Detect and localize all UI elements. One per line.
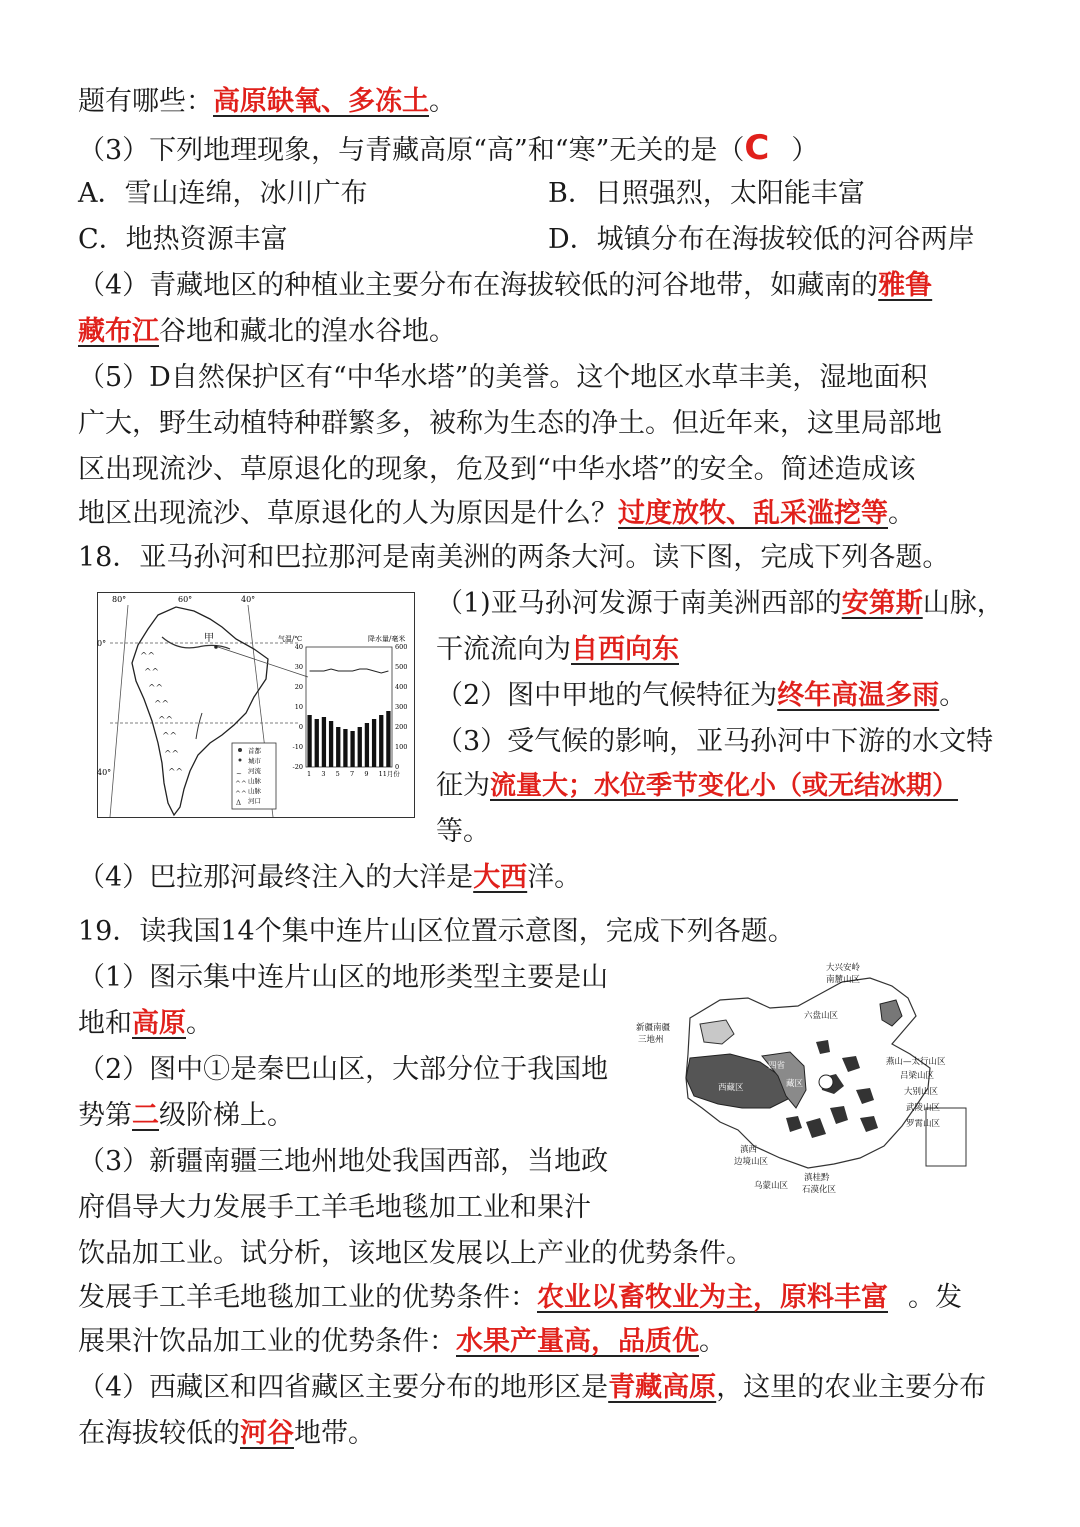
text: 势第 <box>78 1100 132 1131</box>
map-label: 乌蒙山区 <box>754 1181 789 1191</box>
answer: 终年高温多雨 <box>777 680 940 711</box>
map-label: 吕梁山区 <box>900 1071 935 1081</box>
left-tick-label: 30 <box>294 663 303 671</box>
q19-3-line-1: （3）新疆南疆三地州地处我国西部，当地政 <box>78 1146 609 1177</box>
svg-text:^^: ^^ <box>162 732 178 742</box>
svg-text:Δ: Δ <box>236 799 242 807</box>
answer: 自西向东 <box>571 634 679 665</box>
legend-item: 山脉 <box>248 787 261 795</box>
answer: 二 <box>132 1100 159 1131</box>
text: 题有哪些： <box>78 86 213 117</box>
map-label: 六盘山区 <box>804 1011 839 1021</box>
svg-text:^^: ^^ <box>158 716 174 726</box>
lon-label: 40° <box>241 595 256 604</box>
q19-2-line-1: （2）图中①是秦巴山区，大部分位于我国地 <box>78 1054 609 1085</box>
text: 山脉， <box>922 588 1004 619</box>
text: 。 <box>699 1326 726 1357</box>
right-tick-label: 100 <box>395 743 408 751</box>
option-b: B．日照强烈，太阳能丰富 <box>548 178 865 209</box>
q19-stem: 19．读我国14个集中连片山区位置示意图，完成下列各题。 <box>78 916 795 947</box>
precipitation-bar <box>379 715 383 767</box>
svg-text:~: ~ <box>236 770 242 778</box>
q18-1-line-2 <box>436 630 679 670</box>
right-tick-label: 400 <box>395 683 408 691</box>
answer: 河谷 <box>240 1418 294 1449</box>
q19-1-line-1: （1）图示集中连片山区的地形类型主要是山 <box>78 962 609 993</box>
q18-stem: 18．亚马孙河和巴拉那河是南美洲的两条大河。读下图，完成下列各题。 <box>78 542 950 573</box>
text: ） <box>791 135 819 166</box>
map-label: 南麓山区 <box>826 975 861 985</box>
text: （4）西藏区和四省藏区主要分布的地形区是 <box>78 1372 609 1403</box>
q18-3-line-2 <box>436 766 958 806</box>
text: （4）青藏地区的种植业主要分布在海拔较低的河谷地带，如藏南的 <box>78 270 879 301</box>
answer: 藏布江 <box>78 316 159 347</box>
q17-5-line-3: 区出现流沙、草原退化的现象，危及到“中华水塔”的安全。简述造成该 <box>78 454 916 485</box>
text: 发展手工羊毛地毯加工业的优势条件： <box>78 1282 537 1313</box>
q17-5-line-1: （5）D自然保护区有“中华水塔”的美誉。这个地区水草丰美，湿地面积 <box>78 362 928 393</box>
text: （1)亚马孙河发源于南美洲西部的 <box>436 588 842 619</box>
left-tick-label: 20 <box>294 683 303 691</box>
parana-river <box>196 713 202 739</box>
map-label: 三地州 <box>638 1035 664 1045</box>
answer: 大西 <box>473 862 528 893</box>
q18-3-line-1: （3）受气候的影响，亚马孙河中下游的水文特 <box>436 726 994 757</box>
answer: 雅鲁 <box>878 270 933 301</box>
china-mountain-regions-map <box>630 958 970 1203</box>
lat-label: 0° <box>97 639 107 648</box>
map-label: 燕山—太行山区 <box>886 1057 946 1067</box>
answer: 安第斯 <box>841 588 923 619</box>
answer: 流量大；水位季节变化小（或无结冰期） <box>490 771 959 801</box>
svg-text:^^: ^^ <box>235 780 247 788</box>
precipitation-bar <box>372 719 376 767</box>
q17-4-line-1 <box>78 266 932 306</box>
temperature-line <box>310 669 389 673</box>
precipitation-bar <box>322 717 326 767</box>
q18-2 <box>436 676 966 716</box>
answer: 高原缺氧、多冻土 <box>213 86 429 117</box>
legend-item: 首都 <box>248 747 261 755</box>
q19-3-line-4 <box>78 1278 962 1318</box>
map-label: 武陵山区 <box>906 1103 941 1113</box>
x-tick-label: 9 <box>364 770 369 778</box>
q19-3-line-5 <box>78 1322 726 1362</box>
x-tick-label: 11月份 <box>378 770 400 778</box>
precipitation-bar <box>329 721 333 767</box>
lon-label: 80° <box>112 595 127 604</box>
left-tick-label: 0 <box>298 723 303 731</box>
q17-5-line-4 <box>78 494 915 534</box>
climate-chart <box>278 634 407 778</box>
x-tick-label: 7 <box>350 770 355 778</box>
svg-text:^^: ^^ <box>164 750 180 760</box>
q17-line-1 <box>78 82 456 122</box>
place-jia-label: 甲 <box>204 633 214 644</box>
x-tick-label: 3 <box>321 770 326 778</box>
text: 地和 <box>78 1008 132 1039</box>
map-label: 滇西 <box>740 1145 758 1155</box>
lat-label: 40° <box>97 768 112 777</box>
left-tick-label: 10 <box>294 703 303 711</box>
map-label: 边境山区 <box>734 1157 769 1167</box>
svg-text:^^: ^^ <box>148 684 164 694</box>
svg-text:^^: ^^ <box>140 652 156 662</box>
precipitation-bar <box>343 729 347 767</box>
text: 。发 <box>908 1282 962 1313</box>
q18-3-line-3: 等。 <box>436 816 490 847</box>
text: 征为 <box>436 770 490 801</box>
text: 。 <box>429 86 456 117</box>
text: 干流流向为 <box>436 634 571 665</box>
text: 洋。 <box>527 862 582 893</box>
answer-choice: C <box>744 128 770 168</box>
q19-4-line-1 <box>78 1368 986 1408</box>
right-tick-label: 600 <box>395 643 408 651</box>
map-label: 罗霄山区 <box>906 1119 941 1129</box>
q18-4 <box>78 858 581 898</box>
precipitation-bar <box>307 715 311 767</box>
answer: 青藏高原 <box>608 1372 717 1403</box>
precipitation-bar <box>350 731 354 767</box>
q18-1-line-1 <box>436 584 1004 624</box>
right-tick-label: 0 <box>395 763 400 771</box>
svg-text:^^: ^^ <box>144 668 160 678</box>
option-d: D．城镇分布在海拔较低的河谷两岸 <box>548 224 975 255</box>
map-label: 石漠化区 <box>802 1185 837 1195</box>
south-china-sea-inset <box>926 1108 966 1166</box>
option-c: C．地热资源丰富 <box>78 224 288 255</box>
q19-1-line-2 <box>78 1004 213 1044</box>
svg-text:^^: ^^ <box>235 790 247 798</box>
map-label: 四省 <box>768 1061 786 1071</box>
left-tick-label: -10 <box>292 743 303 751</box>
text: 。 <box>186 1008 213 1039</box>
precipitation-bar <box>336 727 340 767</box>
legend-item: 城市 <box>248 757 261 765</box>
right-axis-title: 降水量/毫米 <box>368 635 406 643</box>
south-america-map <box>98 593 414 817</box>
x-tick-label: 5 <box>335 770 340 778</box>
answer: 农业以畜牧业为主，原料丰富 <box>537 1282 888 1313</box>
map-label: 西藏区 <box>718 1083 744 1093</box>
left-axis-title: 气温/℃ <box>278 635 303 643</box>
svg-text:^^: ^^ <box>154 700 170 710</box>
text: 。 <box>939 680 967 711</box>
map-label: 大兴安岭 <box>826 963 861 973</box>
answer: 水果产量高，品质优 <box>456 1326 699 1357</box>
legend-item: 河流 <box>248 767 261 775</box>
q17-4-line-2 <box>78 312 456 352</box>
precipitation-bar <box>358 727 362 767</box>
left-tick-label: 40 <box>294 643 303 651</box>
q17-5-line-2: 广大，野生动植特种群繁多，被称为生态的净土。但近年来，这里局部地 <box>78 408 942 439</box>
text: 谷地和藏北的湟水谷地。 <box>159 316 456 347</box>
map-label: 滇桂黔 <box>804 1173 830 1183</box>
text: 展果汁饮品加工业的优势条件： <box>78 1326 456 1357</box>
text: （2）图中甲地的气候特征为 <box>436 680 778 711</box>
right-tick-label: 300 <box>395 703 408 711</box>
text: 级阶梯上。 <box>159 1100 294 1131</box>
left-tick-label: -20 <box>292 763 303 771</box>
precipitation-bar <box>386 711 390 767</box>
option-a: A．雪山连绵，冰川广布 <box>78 178 368 209</box>
q19-3-line-2: 府倡导大力发展手工羊毛地毯加工业和果汁 <box>78 1192 591 1223</box>
precipitation-bar <box>315 719 319 767</box>
svg-text:^^: ^^ <box>168 768 184 778</box>
text: 。 <box>888 498 915 529</box>
answer: 过度放牧、乱采滥挖等 <box>618 498 888 529</box>
text: 在海拔较低的 <box>78 1418 240 1449</box>
text: （4）巴拉那河最终注入的大洋是 <box>78 862 474 893</box>
map-label: 大别山区 <box>904 1087 939 1097</box>
q17-3-stem <box>78 128 818 171</box>
south-america-map-figure <box>97 592 415 818</box>
right-tick-label: 200 <box>395 723 408 731</box>
x-tick-label: 1 <box>307 770 312 778</box>
text: （3）下列地理现象，与青藏高原“高”和“寒”无关的是（ <box>78 135 745 166</box>
lon-label: 60° <box>178 595 193 604</box>
legend-item: 河口 <box>248 797 261 805</box>
answer: 高原 <box>132 1008 186 1039</box>
right-tick-label: 500 <box>395 663 408 671</box>
map-label: 藏区 <box>786 1079 804 1089</box>
text: 地带。 <box>294 1418 375 1449</box>
legend-item: 山脉 <box>248 777 261 785</box>
precipitation-bar <box>365 723 369 767</box>
q19-2-line-2 <box>78 1096 294 1136</box>
text: 地区出现流沙、草原退化的人为原因是什么？ <box>78 498 618 529</box>
map-label: 新疆南疆 <box>636 1023 671 1033</box>
q19-4-line-2 <box>78 1414 375 1454</box>
q19-3-line-3: 饮品加工业。试分析，该地区发展以上产业的优势条件。 <box>78 1238 753 1269</box>
text: ，这里的农业主要分布 <box>716 1372 987 1403</box>
